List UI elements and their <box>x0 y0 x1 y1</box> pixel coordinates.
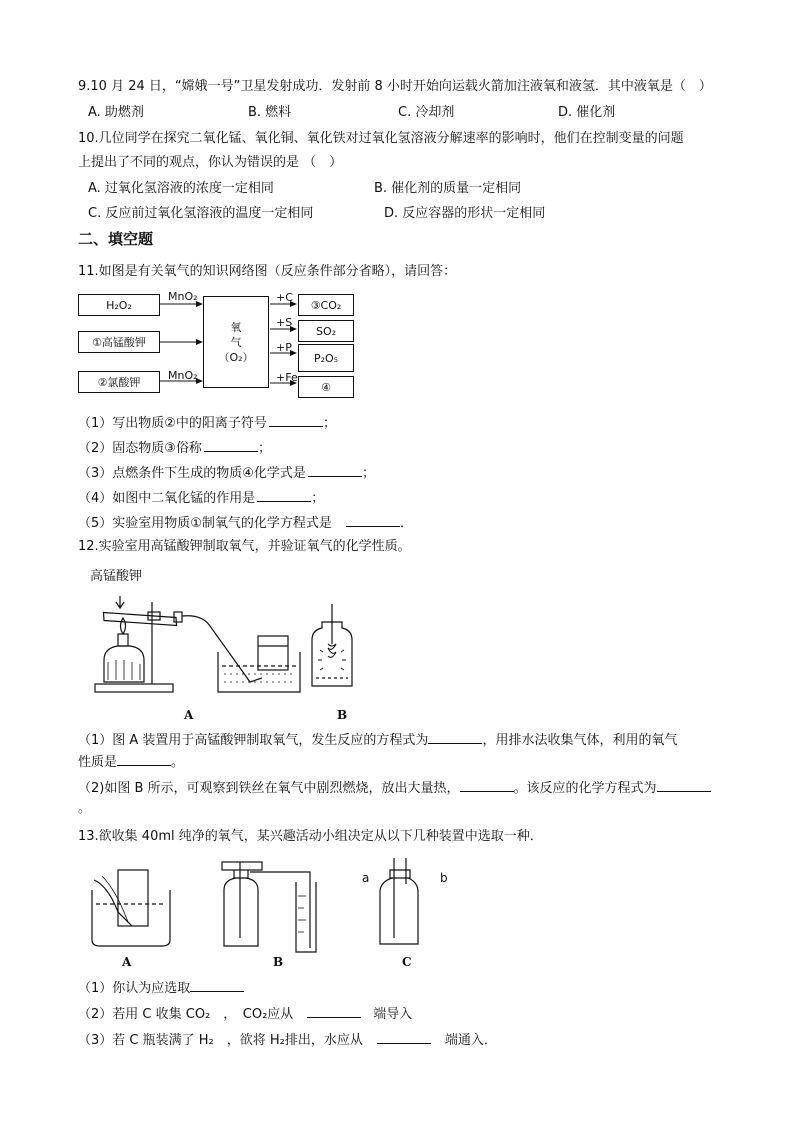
box-so2: SO₂ <box>298 320 354 342</box>
q9-option-d: D. 催化剂 <box>558 105 616 120</box>
q12-potassium-permanganate-label: 高锰酸钾 <box>90 569 143 584</box>
q11-sub-5: （5）实验室用物质①制氧气的化学方程式是 ． <box>78 513 413 533</box>
box-potassium-permanganate: ①高锰酸钾 <box>78 331 160 353</box>
q13-caption-b: B <box>273 955 284 969</box>
q13-caption-a: A <box>122 955 132 969</box>
q11-stem: 11.如图是有关氧气的知识网络图（反应条件部分省略），请回答： <box>78 264 457 279</box>
q9-option-a: A. 助燃剂 <box>88 105 144 120</box>
q9-option-c: C. 冷却剂 <box>398 105 455 120</box>
q13-sub-2: （2）若用 C 收集 CO₂ ， CO₂应从 端导入 <box>78 1004 412 1024</box>
box-h2o2: H₂O₂ <box>78 294 160 316</box>
q11-sub-1: （1）写出物质②中的阳离子符号 ； <box>78 413 336 433</box>
q12-apparatus-figure <box>90 582 380 702</box>
label-plus-fe: +Fe <box>276 371 298 384</box>
label-plus-p: +P <box>276 341 292 354</box>
q13-sub-3: （3）若 C 瓶装满了 H₂ ，欲将 H₂排出，水应从 端通入． <box>78 1030 497 1050</box>
box-p2o5: P₂O₅ <box>298 344 354 372</box>
oxygen-char-1: 氧 <box>230 320 242 334</box>
q10-option-b: B. 催化剂的质量一定相同 <box>374 181 522 196</box>
box-product-4: ④ <box>298 376 354 398</box>
box-oxygen <box>203 296 269 388</box>
q13-sub-1: （1）你认为应选取 <box>78 978 244 998</box>
q13-port-b: b <box>440 871 448 885</box>
q13-port-a: a <box>362 871 370 885</box>
label-mno2-top: MnO₂ <box>168 290 198 303</box>
q9-option-b: B. 燃料 <box>248 105 292 120</box>
label-plus-c: +C <box>276 291 293 304</box>
q12-p1-line1: （1）图 A 装置用于高锰酸钾制取氧气，发生反应的方程式为 ，用排水法收集气体，利用的氧气 <box>78 730 677 750</box>
oxygen-char-2: 气 <box>230 335 242 349</box>
q11-sub-4: （4）如图中二氧化锰的作用是 ； <box>78 488 324 508</box>
q10-stem-line2: 上提出了不同的观点，你认为错误的是 （ ） <box>78 155 343 170</box>
box-co2: ③CO₂ <box>298 294 354 316</box>
q10-stem-line1: 10.几位同学在探究二氧化锰、氧化铜、氧化铁对过氧化氢溶液分解速率的影响时，他们在控制变量的问题 <box>78 131 684 146</box>
box-potassium-chlorate: ②氯酸钾 <box>78 371 160 393</box>
q12-caption-a: A <box>184 708 194 722</box>
q12-p2-line1: （2)如图 B 所示，可观察到铁丝在氧气中剧烈燃烧，放出大量热， 。该反应的化学方程式为 <box>78 778 711 798</box>
q13-stem: 13.欲收集 40ml 纯净的氧气，某兴趣活动小组决定从以下几种装置中选取一种． <box>78 829 543 844</box>
section-title: 二、填空题 <box>78 230 154 248</box>
oxygen-formula: （O₂） <box>218 350 254 364</box>
q13-caption-c: C <box>402 955 412 969</box>
q12-p2-end: 。 <box>78 801 92 816</box>
q13-apparatus-figure <box>88 856 478 956</box>
q9-stem: 9.10 月 24 日，“嫦娥一号”卫星发射成功．发射前 8 小时开始向运载火箭加注液氧和液氢．其中液氧是（ ） <box>78 79 712 94</box>
q11-sub-3: （3）点燃条件下生成的物质④化学式是 ； <box>78 463 375 483</box>
q12-p1-line2: 性质是 。 <box>78 752 184 772</box>
label-mno2-bottom: MnO₂ <box>168 369 198 382</box>
label-plus-s: +S <box>276 316 293 329</box>
q10-option-c: C. 反应前过氧化氢溶液的温度一定相同 <box>88 206 314 221</box>
q10-option-a: A. 过氧化氢溶液的浓度一定相同 <box>88 181 274 196</box>
q12-stem: 12.实验室用高锰酸钾制取氧气，并验证氧气的化学性质。 <box>78 539 411 554</box>
q12-caption-b: B <box>337 708 348 722</box>
q10-option-d: D. 反应容器的形状一定相同 <box>384 206 546 221</box>
q11-sub-2: （2）固态物质③俗称 ； <box>78 438 271 458</box>
